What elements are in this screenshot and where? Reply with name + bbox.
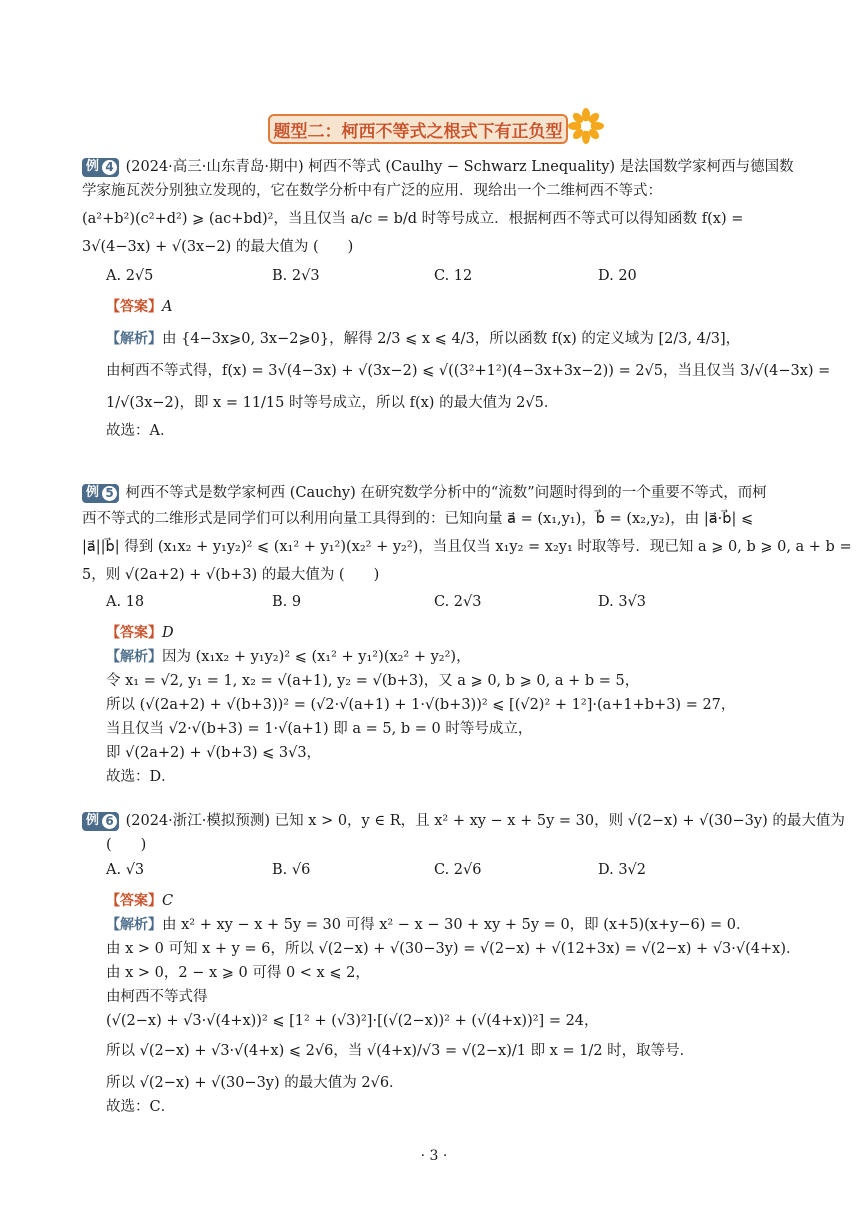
solution-line-6: 所以 √(2−x) + √3·√(4+x) ⩽ 2√6，当 √(4+x)/√3 = √(2−x)/1 即 x = 1/2 时，取等号． (106, 1043, 695, 1059)
option-d: D. 3√2 (598, 862, 647, 878)
solution-line-4: 故选：A． (106, 423, 175, 439)
option-a: A. 2√5 (106, 268, 154, 284)
example-4-line-1: 例 4 (2024·高三·山东青岛·期中) 柯西不等式 (Caulhy − Schwarz Lnequality) 是法国数学家柯西与德国数 (82, 156, 794, 178)
example-5-line-3: |a⃗||b⃗| 得到 (x₁x₂ + y₁y₂)² ⩽ (x₁² + y₁²)(x₂² + y₂²)，当且仅当 x₁y₂ = x₂y₁ 时取等号．现已知 a ⩾ 0, b ⩾ 0, a + b = (82, 539, 852, 555)
answer-line: 【答案】A (106, 299, 173, 315)
example-badge: 例 6 (82, 812, 119, 831)
example-4 (82, 156, 831, 456)
example-4-line-3: (a²+b²)(c²+d²) ⩾ (ac+bd)²，当且仅当 a/c = b/d 时等号成立．根据柯西不等式可以得知函数 f(x) = (82, 211, 744, 227)
page-number: · 3 · (420, 1148, 448, 1164)
solution-line-2: 由柯西不等式得，f(x) = 3√(4−3x) + √(3x−2) ⩽ √((3²+1²)(4−3x+3x−2)) = 2√5，当且仅当 3/√(4−3x) = (106, 363, 831, 379)
answer-line: 【答案】D (106, 625, 174, 641)
solution-line-2: 令 x₁ = √2, y₁ = 1, x₂ = √(a+1), y₂ = √(b+3)，又 a ⩾ 0, b ⩾ 0, a + b = 5， (106, 673, 640, 689)
example-4-line-2: 学家施瓦茨分别独立发现的，它在数学分析中有广泛的应用．现给出一个二维柯西不等式： (82, 183, 662, 199)
flower-icon (566, 106, 606, 146)
option-a: A. √3 (106, 862, 145, 878)
example-5-line-1: 例 5 柯西不等式是数学家柯西 (Cauchy) 在研究数学分析中的“流数”问题时得到的一个重要不等式，而柯 (82, 482, 767, 504)
option-a: A. 18 (106, 594, 145, 610)
solution-line-4: 当且仅当 √2·√(b+3) = 1·√(a+1) 即 a = 5, b = 0 时等号成立， (106, 721, 533, 737)
section-title: 题型二：柯西不等式之根式下有正负型 (268, 114, 568, 144)
option-d: D. 20 (598, 268, 637, 284)
solution-line-3: 1/√(3x−2)，即 x = 11/15 时等号成立，所以 f(x) 的最大值为 2√5． (106, 395, 559, 411)
solution-line-2: 由 x > 0 可知 x + y = 6，所以 √(2−x) + √(30−3y) = √(2−x) + √(12+3x) = √(2−x) + √3·√(4+x)． (106, 941, 801, 957)
option-b: B. 9 (272, 594, 302, 610)
solution-line-1: 【解析】由 {4−3x⩾0, 3x−2⩾0}，解得 2/3 ⩽ x ⩽ 4/3，所以函数 f(x) 的定义域为 [2/3, 4/3]， (106, 331, 741, 347)
option-c: C. 12 (434, 268, 473, 284)
solution-line-5: (√(2−x) + √3·√(4+x))² ⩽ [1² + (√3)²]·[(√(2−x))² + (√(4+x))²] = 24， (106, 1013, 599, 1029)
solution-line-8: 故选：C． (106, 1099, 176, 1115)
example-6-line-1: 例 6 (2024·浙江·模拟预测) 已知 x > 0，y ∈ R，且 x² + xy − x + 5y = 30，则 √(2−x) + √(30−3y) 的最大值为 (82, 810, 845, 832)
answer-line: 【答案】C (106, 893, 174, 909)
option-c: C. 2√3 (434, 594, 482, 610)
example-5 (82, 482, 852, 792)
example-5-line-2: 西不等式的二维形式是同学们可以利用向量工具得到的：已知向量 a⃗ = (x₁,y₁)，b⃗ = (x₂,y₂)，由 |a⃗·b⃗| ⩽ (82, 511, 754, 527)
solution-line-1: 【解析】由 x² + xy − x + 5y = 30 可得 x² − x − 30 + xy + 5y = 0，即 (x+5)(x+y−6) = 0． (106, 917, 751, 933)
example-6-line-2: ( ) (106, 837, 147, 853)
example-4-line-4: 3√(4−3x) + √(3x−2) 的最大值为 ( ) (82, 239, 354, 255)
solution-line-3: 由 x > 0，2 − x ⩾ 0 可得 0 < x ⩽ 2， (106, 965, 370, 981)
example-6 (82, 810, 845, 1130)
solution-line-1: 【解析】因为 (x₁x₂ + y₁y₂)² ⩽ (x₁² + y₁²)(x₂² + y₂²)， (106, 649, 471, 665)
example-badge: 例 5 (82, 484, 119, 503)
example-badge: 例 4 (82, 158, 119, 177)
solution-line-7: 所以 √(2−x) + √(30−3y) 的最大值为 2√6． (106, 1075, 404, 1091)
option-c: C. 2√6 (434, 862, 482, 878)
option-d: D. 3√3 (598, 594, 647, 610)
solution-line-5: 即 √(2a+2) + √(b+3) ⩽ 3√3， (106, 745, 322, 761)
option-b: B. √6 (272, 862, 311, 878)
solution-line-3: 所以 (√(2a+2) + √(b+3))² = (√2·√(a+1) + 1·√(b+3))² ⩽ [(√2)² + 1²]·(a+1+b+3) = 27， (106, 697, 736, 713)
solution-line-6: 故选：D． (106, 769, 176, 785)
option-b: B. 2√3 (272, 268, 320, 284)
solution-line-4: 由柯西不等式得 (106, 989, 208, 1005)
example-5-line-4: 5，则 √(2a+2) + √(b+3) 的最大值为 ( ) (82, 567, 380, 583)
